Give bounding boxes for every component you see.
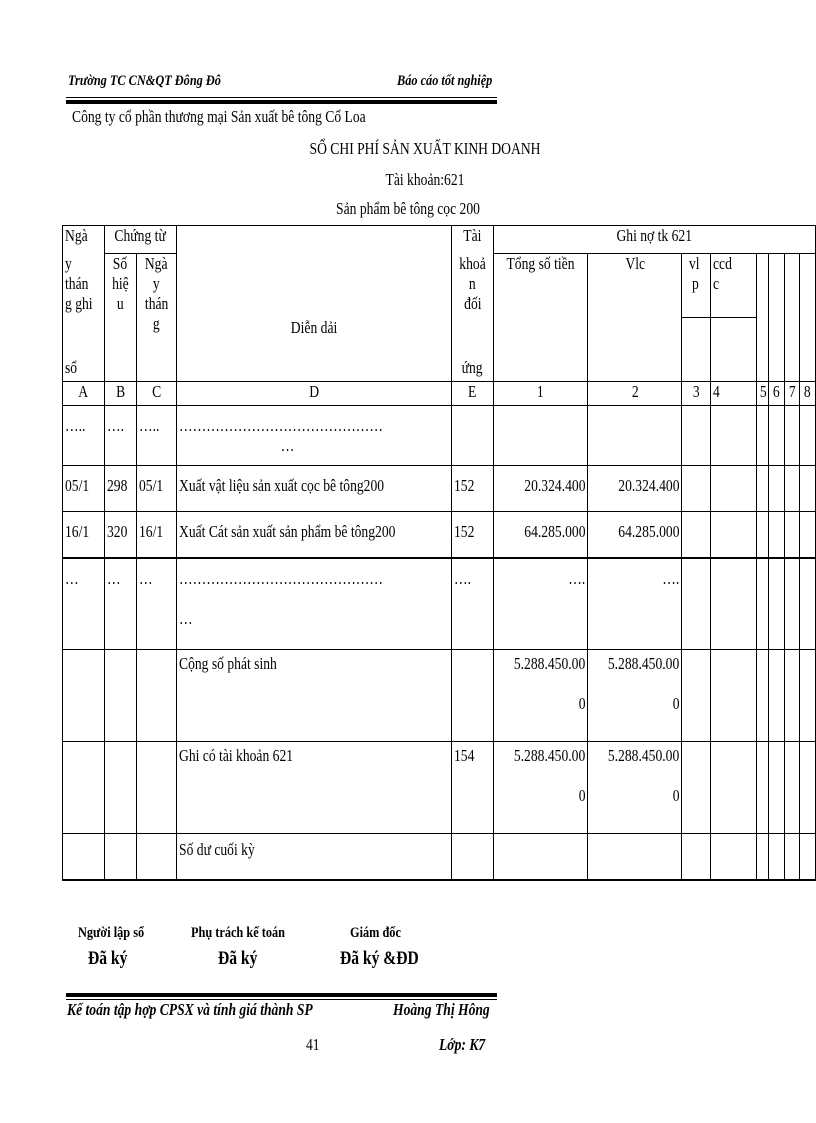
account-label: Tài khoản:621 <box>385 170 465 189</box>
company-name: Công ty cổ phần thương mại Sản xuất bê tông Cổ Loa <box>72 107 366 126</box>
row2-date: 16/1 <box>65 522 90 541</box>
credit-vlc: 5.288.450.00 <box>608 746 680 765</box>
col-8-head <box>800 254 816 382</box>
page-number: 41 <box>306 1035 320 1054</box>
col-ccdc-head-sub <box>710 318 757 382</box>
preparer-label: Người lập sổ <box>78 925 145 941</box>
school-name: Trường TC CN&QT Đông Đô <box>68 73 221 89</box>
row2-number: 320 <box>106 522 128 541</box>
product-label: Sản phẩm bê tông cọc 200 <box>336 199 480 218</box>
table-row: … … … ……………………………………… … …. …. …. <box>63 558 816 650</box>
row2-vdate: 16/1 <box>138 522 163 541</box>
footer-rule-thick <box>66 993 497 997</box>
col-date-head-3: sổ <box>63 318 105 382</box>
code-2: 2 <box>631 382 639 401</box>
ledger-table <box>62 225 816 881</box>
sum-label: Cộng số phát sinh <box>178 654 277 673</box>
col-vlc-head: Vlc <box>588 254 682 382</box>
report-title: Báo cáo tốt nghiệp <box>397 73 493 89</box>
col-contra-head-2: khoả n đối <box>452 254 494 318</box>
code-1: 1 <box>537 382 544 401</box>
header-row-1 <box>63 226 816 254</box>
code-7: 7 <box>788 382 796 401</box>
code-8: 8 <box>804 382 812 401</box>
col-debit-head: Ghi nợ tk 621 <box>493 226 815 254</box>
footer-topic: Kế toán tập hợp CPSX và tính giá thành SP <box>67 1000 313 1019</box>
row1-vlc: 20.324.400 <box>618 476 680 495</box>
row2-total: 64.285.000 <box>523 522 586 541</box>
ledger-title: SỔ CHI PHÍ SẢN XUẤT KINH DOANH <box>309 139 541 158</box>
code-c: C <box>151 382 161 401</box>
row2-desc: Xuất Cát sản xuất sản phẩm bê tông200 <box>178 522 396 541</box>
chief-accountant-sign: Đã ký <box>218 948 258 969</box>
footer-author: Hoàng Thị Hông <box>393 1000 490 1019</box>
sum-vlc: 5.288.450.00 <box>608 654 680 673</box>
table-row: Ghi có tài khoản 621 154 5.288.450.00 0 5.288.450.00 0 <box>63 742 816 834</box>
header-rule-thin <box>66 97 497 98</box>
row1-desc: Xuất vật liệu sản xuất cọc bê tông200 <box>178 476 384 495</box>
col-contra-head-3: ứng <box>452 318 494 382</box>
credit-label: Ghi có tài khoản 621 <box>178 746 293 765</box>
sum-total: 5.288.450.00 <box>513 654 586 673</box>
col-total-head: Tổng số tiền <box>493 254 587 382</box>
code-6: 6 <box>773 382 780 401</box>
credit-total: 5.288.450.00 <box>513 746 586 765</box>
col-contra-head-1: Tài <box>452 226 494 254</box>
row1-vdate: 05/1 <box>138 476 163 495</box>
col-6-head <box>769 254 785 382</box>
code-d: D <box>308 382 319 401</box>
table-row: Cộng số phát sinh 5.288.450.00 0 5.288.450.00 0 <box>63 650 816 742</box>
preparer-sign: Đã ký <box>88 948 128 969</box>
closing-label: Số dư cuối kỳ <box>178 840 255 859</box>
director-label: Giám đốc <box>350 925 401 941</box>
code-3: 3 <box>692 382 700 401</box>
code-e: E <box>468 382 477 401</box>
col-vdate-head: Ngà y thán g <box>136 254 176 382</box>
row1-total: 20.324.400 <box>523 476 586 495</box>
col-7-head <box>784 254 800 382</box>
col-desc-head: Diễn dải <box>176 318 452 382</box>
chief-accountant-label: Phụ trách kế toán <box>191 925 285 941</box>
code-row <box>63 382 816 406</box>
header-row-3 <box>63 318 816 382</box>
col-voucher-head: Chứng từ <box>104 226 176 254</box>
col-date-head-1: Ngà <box>63 226 105 254</box>
table-row <box>63 466 816 512</box>
col-desc-head-top <box>176 226 452 318</box>
col-date-head-2: y thán g ghi <box>63 254 105 318</box>
table-row <box>63 512 816 558</box>
col-number-head: Số hiệ u <box>104 254 136 382</box>
col-vlp-head-sub <box>682 318 710 382</box>
row1-number: 298 <box>106 476 128 495</box>
table-row: ….. …. ….. ……………………………………… … <box>63 406 816 466</box>
code-4: 4 <box>712 382 720 401</box>
code-b: B <box>115 382 125 401</box>
col-5-head <box>757 254 769 382</box>
code-5: 5 <box>759 382 767 401</box>
row2-acc: 152 <box>454 522 475 541</box>
col-vlp-head: vl p <box>682 254 710 318</box>
director-sign: Đã ký &ĐD <box>340 948 419 969</box>
row1-acc: 152 <box>454 476 475 495</box>
footer-class: Lớp: K7 <box>439 1035 486 1054</box>
credit-acc: 154 <box>454 746 475 765</box>
header-rule-thick <box>66 100 497 104</box>
row2-vlc: 64.285.000 <box>618 522 680 541</box>
row1-date: 05/1 <box>65 476 90 495</box>
table-row <box>63 834 816 880</box>
col-ccdc-head: ccd c <box>710 254 757 318</box>
code-a: A <box>78 382 89 401</box>
